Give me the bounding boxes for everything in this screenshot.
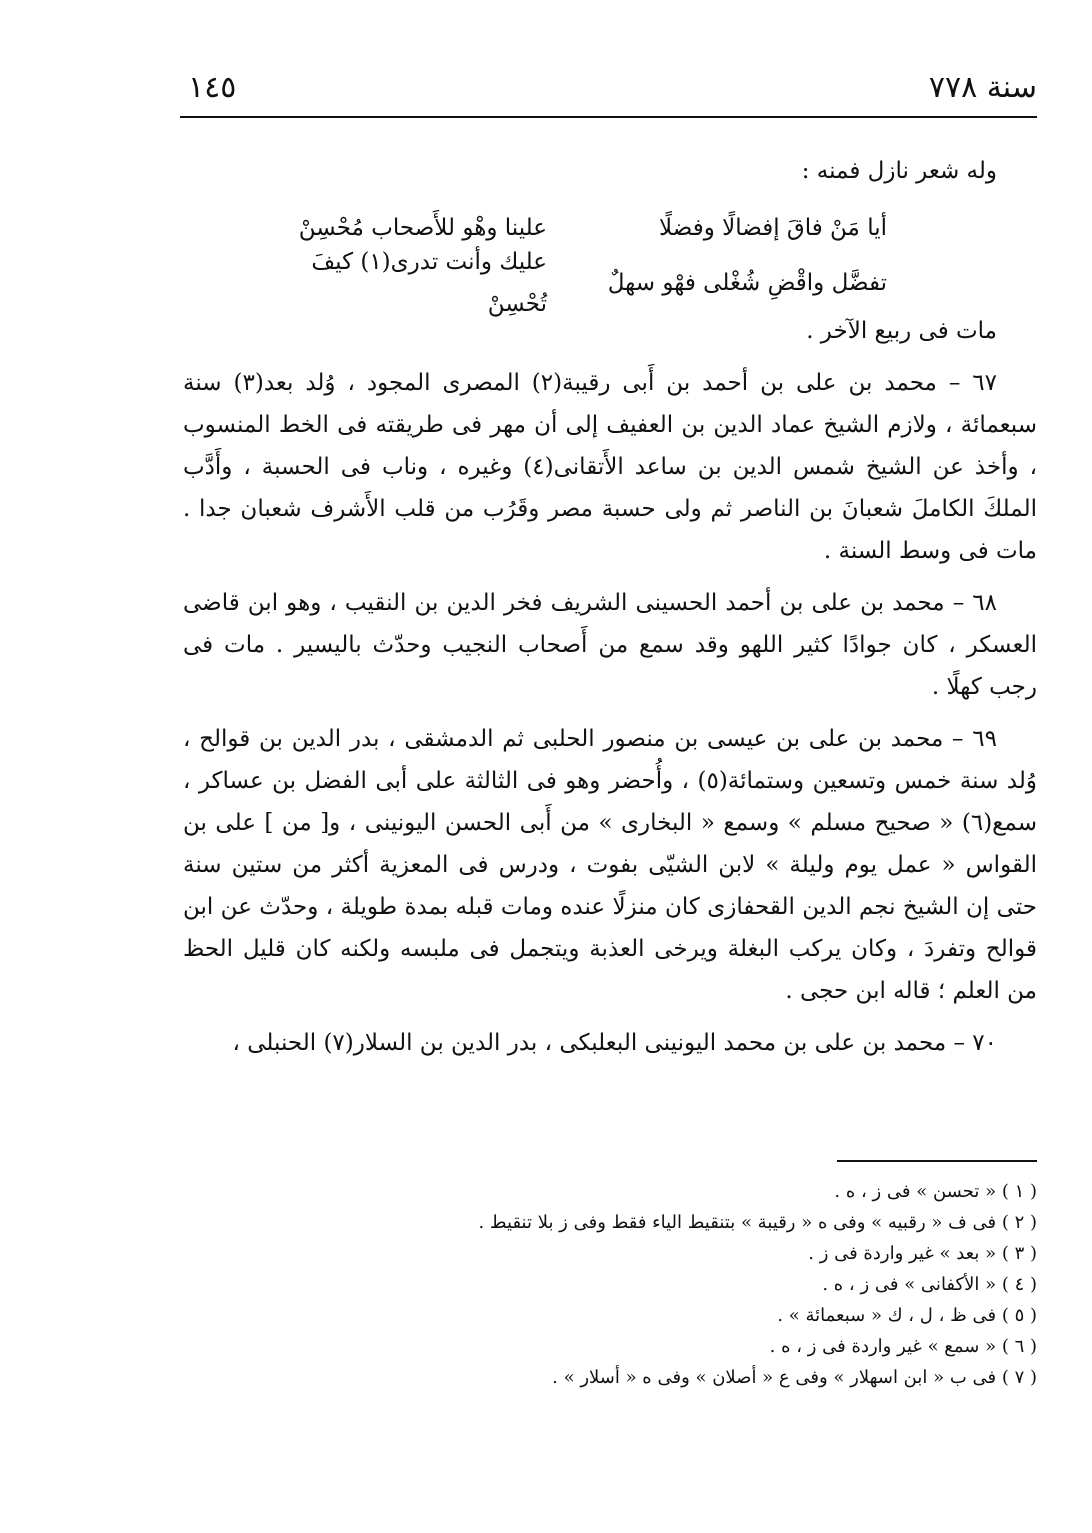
footnotes <box>183 1160 1037 1393</box>
entry-67: ٦٧ – محمد بن على بن أحمد بن أَبى رقيبة(٢) المصرى المجود ، وُلد بعد(٣) سنة سبعمائة ، ولازم الشيخ عماد الدين بن العفيف إلى أن مهر فى طريقته فى الخط المنسوب ، وأخذ عن الشيخ شمس الدين بن ساعد الأَتقانى(٤) وغيره ، وناب فى الحسبة ، وأَدَّب الملكَ الكاملَ شعبانَ بن الناصر ثم ولى حسبة مصر وقَرُب من قلب الأَشرف شعبان جدا . مات فى وسط السنة . <box>183 370 1037 564</box>
footnote: ( ٧ ) فى ب « ابن اسهلار » وفى ع « أصلان » وفى ه « أسلار » . <box>552 1367 1037 1388</box>
verse-first-hemistich: أيا مَنْ فاقَ إفضالًا وفضلًا <box>659 214 887 241</box>
paragraph: مات فى ربيع الآخر . <box>806 318 997 344</box>
entry-68: ٦٨ – محمد بن على بن أحمد الحسينى الشريف فخر الدين بن النقيب ، وهو ابن قاضى العسكر ، كان جوادًا كثير اللهو وقد سمع من أَصحاب النجيب وحدّث باليسير . مات فى رجب كهلًا . <box>183 590 1037 700</box>
page-number: ١٤٥ <box>188 70 237 105</box>
verse-second-hemistich: عليك وأنت تدرى(١) كيفَ تُحْسِنْ <box>311 248 547 317</box>
main-text <box>183 150 1037 1074</box>
footnote: ( ٢ ) فى ف « رقبيه » وفى ه « رقيبة » بتنقيط الياء فقط وفى ز بلا تنقيط . <box>478 1212 1037 1233</box>
footnote: ( ١ ) « تحسن » فى ز ، ه . <box>834 1181 1037 1202</box>
footnote: ( ٣ ) « بعد » غير واردة فى ز . <box>808 1243 1037 1264</box>
verse-first-hemistich: تفضَّل واقْضِ شُغْلى فهْو سهلٌ <box>607 269 887 296</box>
page-header <box>180 68 1037 118</box>
footnote: ( ٥ ) فى ظ ، ل ، ك « سبعمائة » . <box>777 1305 1037 1326</box>
verse-line <box>183 248 1037 317</box>
intro-line: وله شعر نازل فمنه : <box>801 158 997 184</box>
footnote: ( ٦ ) « سمع » غير واردة فى ز ، ه . <box>769 1336 1037 1357</box>
footnote-divider <box>837 1160 1037 1162</box>
footnote-list <box>183 1176 1037 1393</box>
footnote: ( ٤ ) « الأكفانى » فى ز ، ه . <box>822 1274 1037 1295</box>
verse-second-hemistich: علينا وهْو للأَصحاب مُحْسِنْ <box>298 214 547 241</box>
entry-70: ٧٠ – محمد بن على بن محمد اليونينى البعلبكى ، بدر الدين بن السلار(٧) الحنبلى ، <box>232 1030 997 1056</box>
entry-69: ٦٩ – محمد بن على بن عيسى بن منصور الحلبى ثم الدمشقى ، بدر الدين بن قوالح ، وُلد سنة خمس وتسعين وستمائة(٥) ، وأُحضر وهو فى الثالثة على أبى الفضل بن عساكر ، سمع(٦) « صحيح مسلم » وسمع « البخارى » من أَبى الحسن اليونينى ، و[ من ] على بن القواس « عمل يوم وليلة » لابن الشيّى بفوت ، ودرس فى المعزية أكثر من ستين سنة حتى إن الشيخ نجم الدين القحفازى كان منزلًا عنده ومات قبله بمدة طويلة ، وحدّث عن ابن قوالح وتفردَ ، وكان يركب البغلة ويرخى العذبة ويتجمل فى ملبسه ولكنه كان قليل الحظ من العلم ؛ قاله ابن حجى . <box>183 726 1037 1004</box>
header-year: سنة ٧٧٨ <box>928 70 1037 105</box>
